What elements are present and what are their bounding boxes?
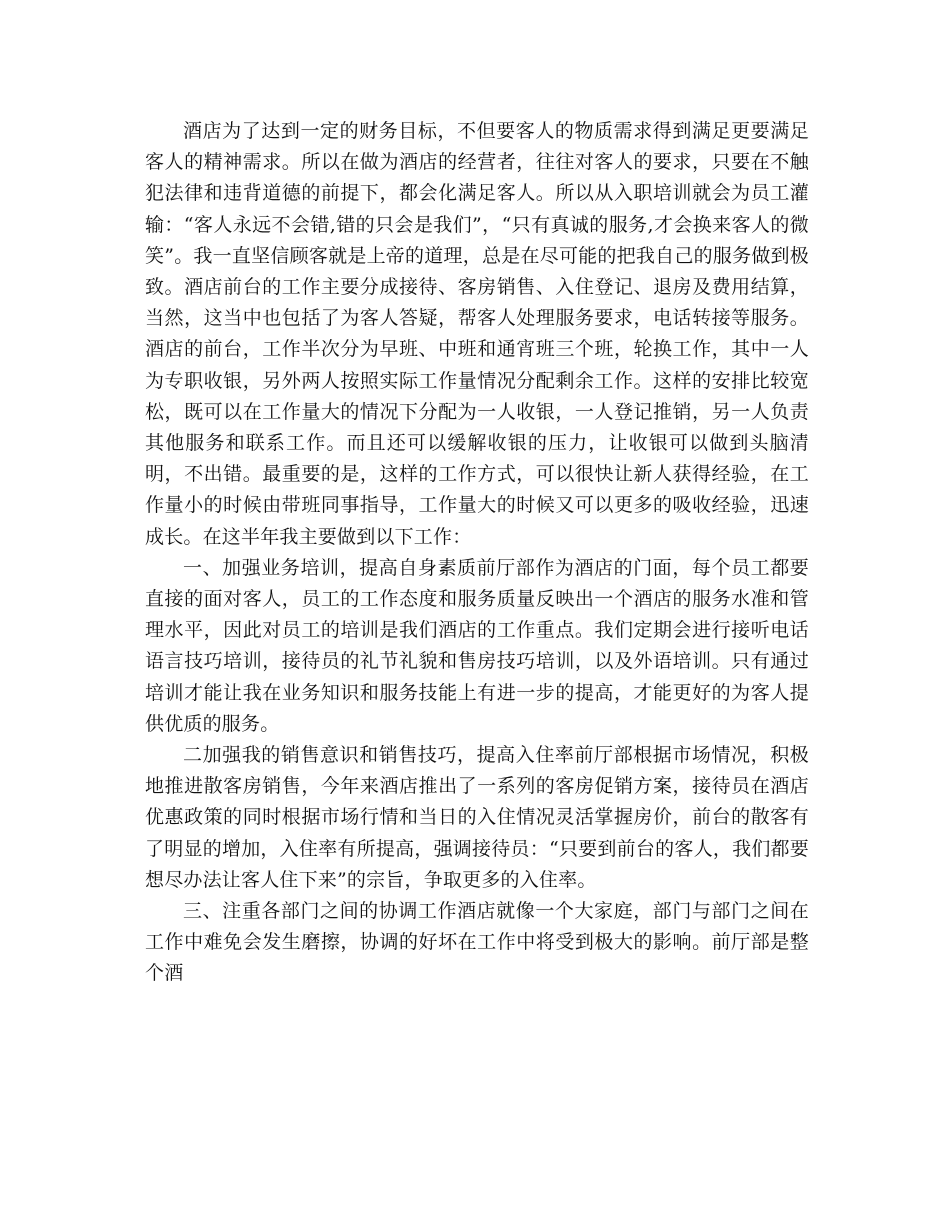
document-body [145, 116, 809, 990]
paragraph-section-3: 三、注重各部门之间的协调工作酒店就像一个大家庭，部门与部门之间在工作中难免会发生磨擦，协调的好坏在工作中将受到极大的影响。前厅部是整个酒 [145, 900, 809, 985]
paragraph-section-1: 一、加强业务培训，提高自身素质前厅部作为酒店的门面，每个员工都要直接的面对客人，员工的工作态度和服务质量反映出一个酒店的服务水准和管理水平，因此对员工的培训是我们酒店的工作重点。我们定期会进行接听电话语言技巧培训，接待员的礼节礼貌和售房技巧培训，以及外语培训。只有通过培训才能让我在业务知识和服务技能上有进一步的提高，才能更好的为客人提供优质的服务。 [145, 556, 809, 735]
paragraph-intro: 酒店为了达到一定的财务目标，不但要客人的物质需求得到满足更要满足客人的精神需求。所以在做为酒店的经营者，往往对客人的要求，只要在不触犯法律和违背道德的前提下，都会化满足客人。所以从入职培训就会为员工灌输：“客人永远不会错,错的只会是我们”，“只有真诚的服务,才会换来客人的微笑”。我一直坚信顾客就是上帝的道理，总是在尽可能的把我自己的服务做到极致。酒店前台的工作主要分成接待、客房销售、入住登记、退房及费用结算，当然，这当中也包括了为客人答疑，帮客人处理服务要求，电话转接等服务。酒店的前台，工作半次分为早班、中班和通宵班三个班，轮换工作，其中一人为专职收银，另外两人按照实际工作量情况分配剩余工作。这样的安排比较宽松，既可以在工作量大的情况下分配为一人收银，一人登记推销，另一人负责其他服务和联系工作。而且还可以缓解收银的压力，让收银可以做到头脑清明，不出错。最重要的是，这样的工作方式，可以很快让新人获得经验，在工作量小的时候由带班同事指导，工作量大的时候又可以更多的吸收经验，迅速成长。在这半年我主要做到以下工作： [145, 120, 809, 548]
paragraph-section-2: 二加强我的销售意识和销售技巧，提高入住率前厅部根据市场情况，积极地推进散客房销售，今年来酒店推出了一系列的客房促销方案，接待员在酒店优惠政策的同时根据市场行情和当日的入住情况灵活掌握房价，前台的散客有了明显的增加，入住率有所提高，强调接待员：“只要到前台的客人，我们都要想尽办法让客人住下来”的宗旨，争取更多的入住率。 [145, 744, 809, 891]
